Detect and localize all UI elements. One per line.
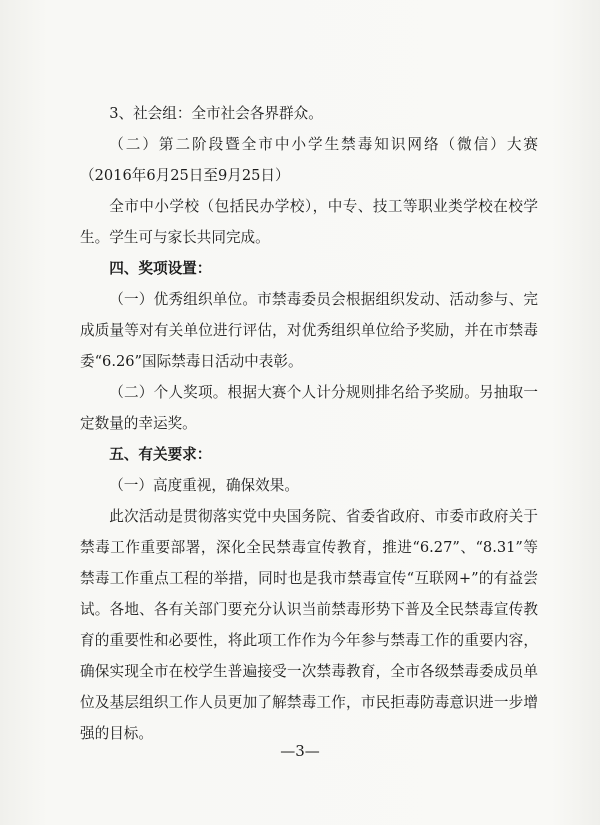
requirements-heading: 五、有关要求： — [109, 446, 212, 463]
page-number: —3— — [280, 742, 320, 760]
requirement-one-heading: （一）高度重视，确保效果。 — [109, 477, 299, 494]
award-individual-paragraph: （二）个人奖项。根据大赛个人计分规则排名给予奖励。另抽取一定数量的幸运奖。 — [80, 384, 538, 432]
requirement-one-body: 此次活动是贯彻落实党中央国务院、省委省政府、市委市政府关于禁毒工作重要部署，深化全民禁毒宣传教育，推进“6.27”、“8.31”等禁毒工作重点工程的举措，同时也是我市禁毒宣传“互联网+”的有益尝试。各地、各有关部门要充分认识当前禁毒形势下普及全民禁毒宣传教育的重要性和必要性，将此项工作作为今年参与禁毒工作的重要内容，确保实现全市在校学生普遍接受一次禁毒教育，全市各级禁毒委成员单位及基层组织工作人员更加了解禁毒工作，市民拒毒防毒意识进一步增强的目标。 — [80, 508, 538, 742]
stage-two-body: 全市中小学校（包括民办学校），中专、技工等职业类学校在校学生。学生可与家长共同完成。 — [80, 198, 538, 246]
award-organization-paragraph: （一）优秀组织单位。市禁毒委员会根据组织发动、活动参与、完成质量等对有关单位进行评估，对优秀组织单位给予奖励，并在市禁毒委“6.26”国际禁毒日活动中表彰。 — [80, 291, 538, 370]
stage-two-heading: （二）第二阶段暨全市中小学生禁毒知识网络（微信）大赛（2016年6月25日至9月25日） — [80, 136, 538, 184]
document-body — [80, 98, 538, 749]
social-group-line: 3、社会组：全市社会各界群众。 — [109, 105, 323, 122]
awards-heading: 四、奖项设置： — [109, 260, 212, 277]
